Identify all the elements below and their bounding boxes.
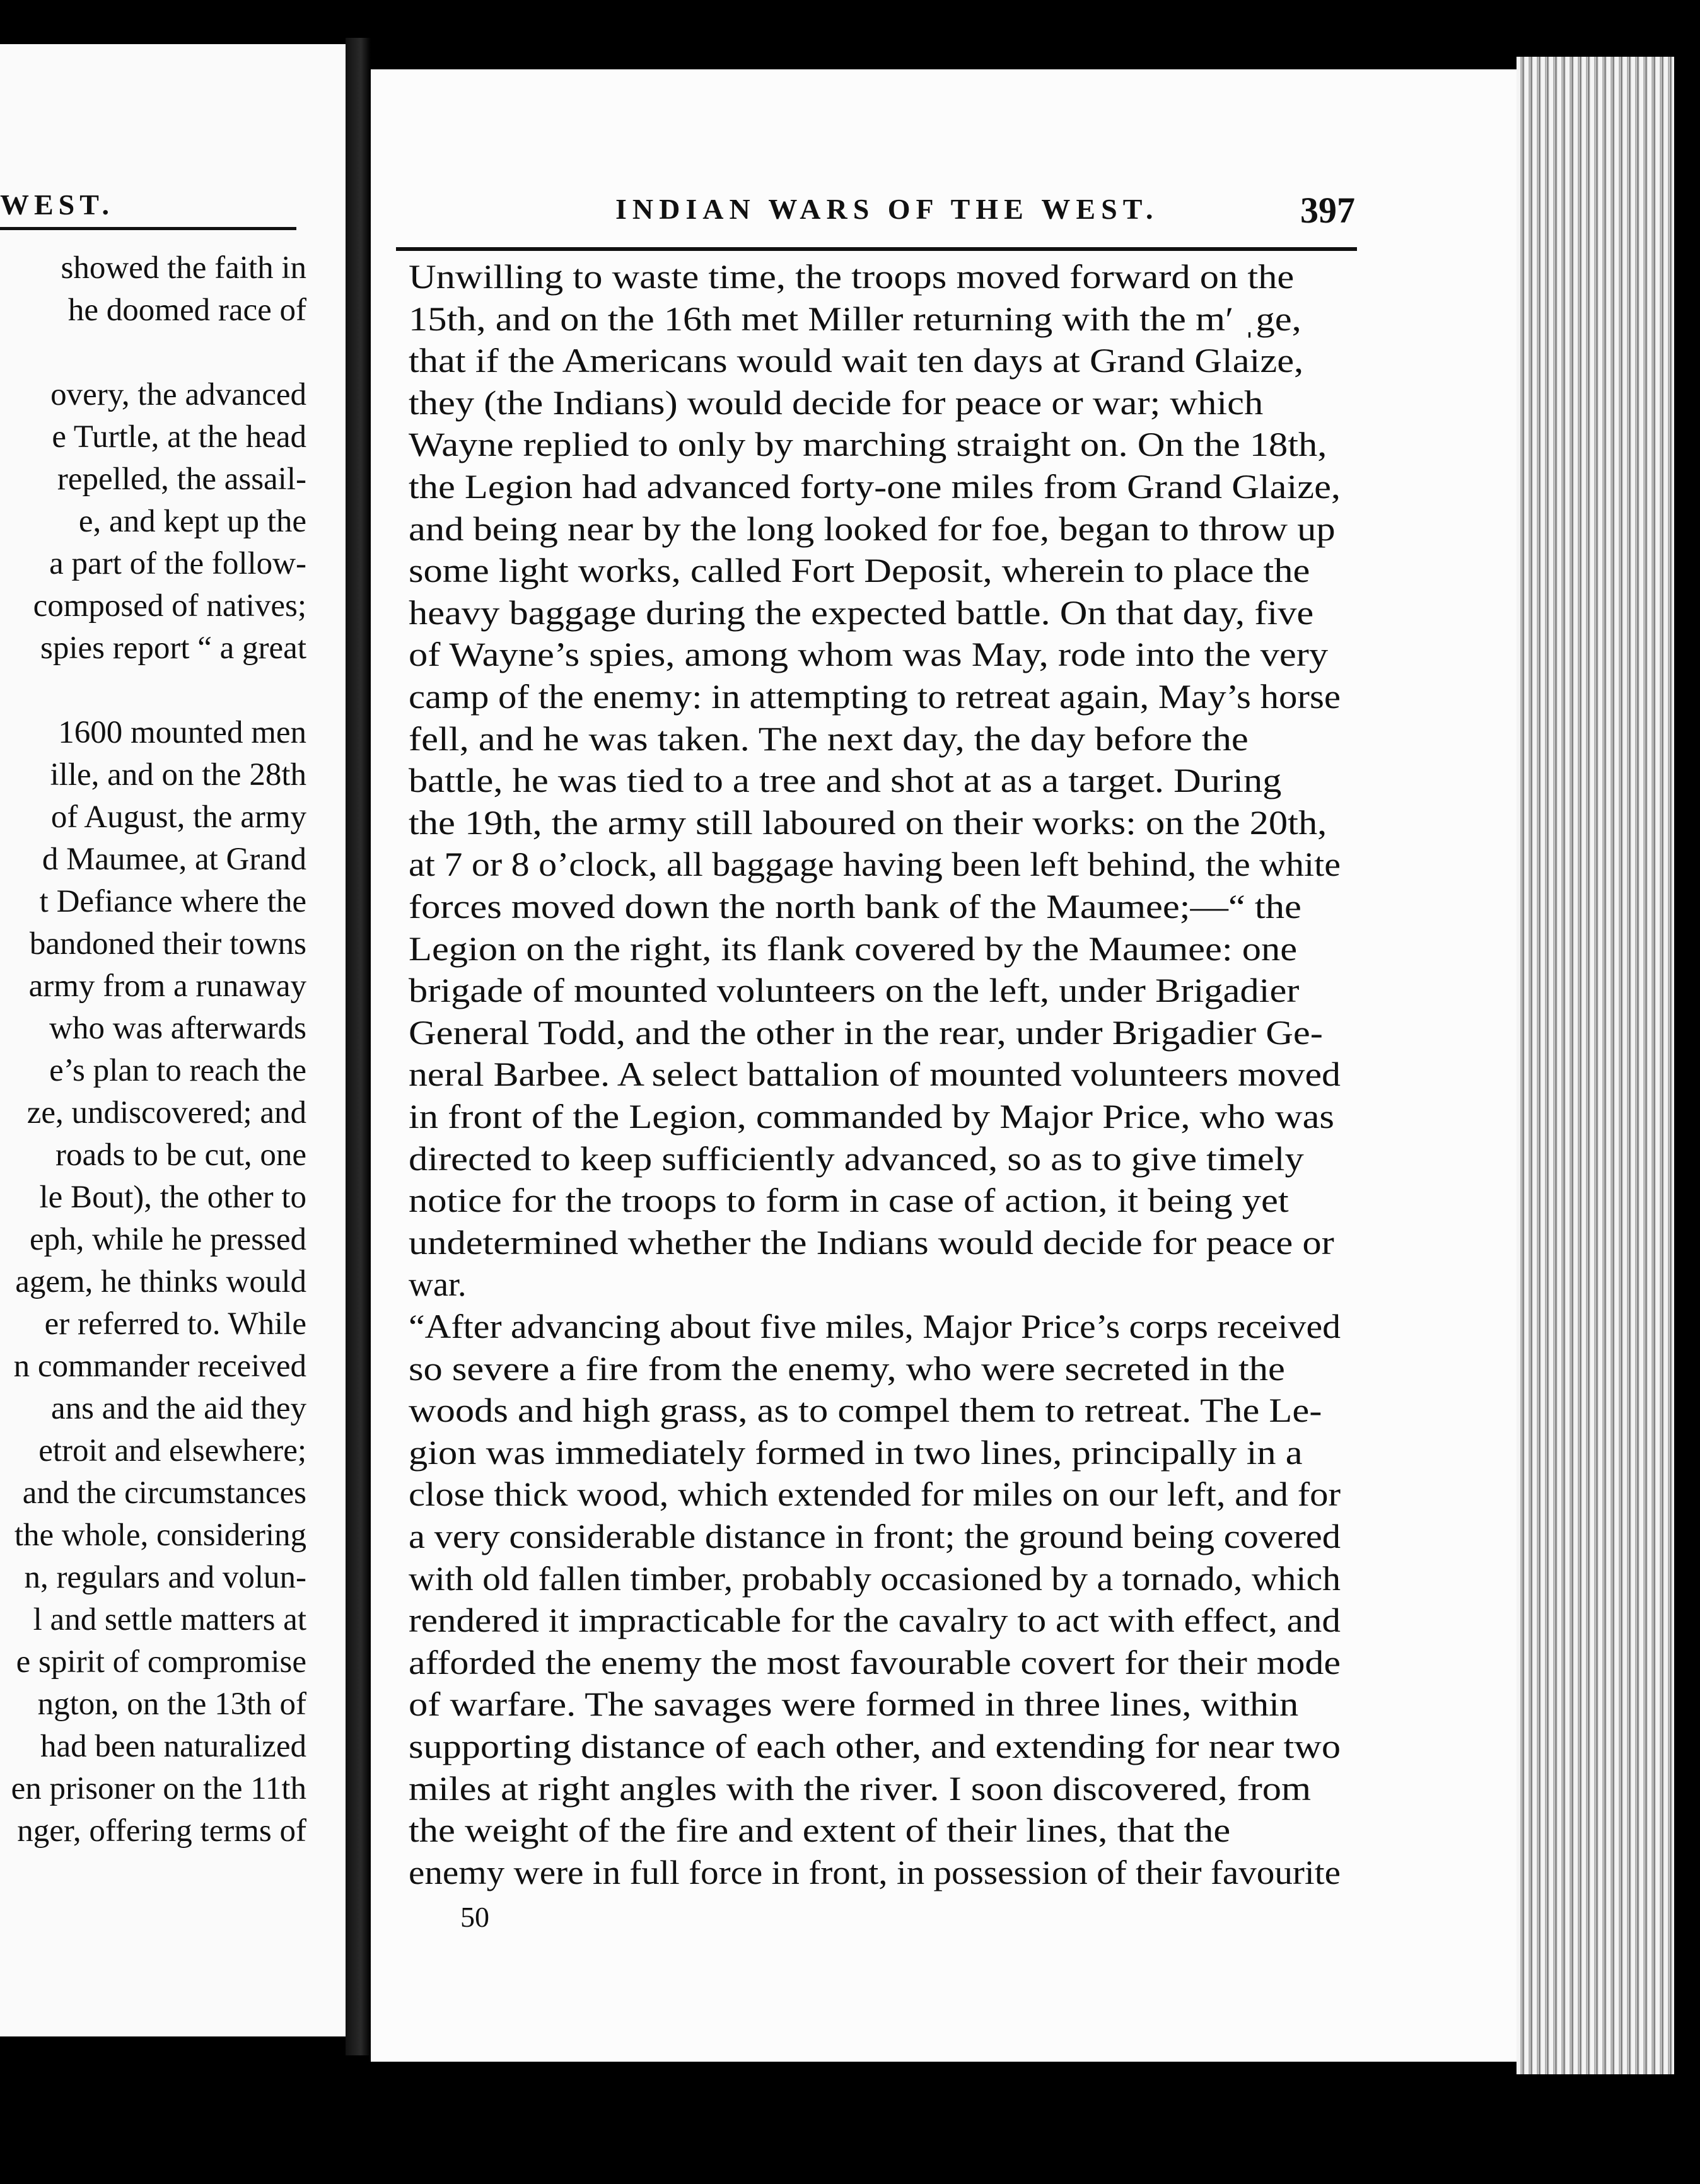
- left-text-line: spies report “ a great: [40, 630, 306, 666]
- body-text-line: undetermined whether the Indians would decide for peace or: [409, 1223, 1334, 1262]
- left-text-line: who was afterwards: [49, 1011, 306, 1046]
- left-text-line: army from a runaway: [28, 968, 306, 1004]
- body-text-line: heavy baggage during the expected battle. On that day, five: [409, 593, 1314, 632]
- left-text-line: and the circumstances: [22, 1475, 306, 1511]
- left-text-line: eph, while he pressed: [29, 1222, 306, 1257]
- body-text-line: that if the Americans would wait ten days at Grand Glaize,: [409, 342, 1304, 380]
- body-text-line: the weight of the fire and extent of their lines, that the: [409, 1811, 1231, 1850]
- left-text-line: ze, undiscovered; and: [26, 1095, 306, 1130]
- body-text-line: neral Barbee. A select battalion of mounted volunteers moved: [409, 1055, 1341, 1094]
- body-text-line: woods and high grass, as to compel them to retreat. The Le-: [409, 1391, 1322, 1430]
- body-text-line: rendered it impracticable for the cavalry to act with effect, and: [409, 1601, 1341, 1640]
- body-text-line: fell, and he was taken. The next day, the day before the: [409, 719, 1249, 758]
- body-text-line: the Legion had advanced forty-one miles from Grand Glaize,: [409, 468, 1341, 506]
- left-text-line: t Defiance where the: [39, 884, 306, 919]
- left-text-line: nger, offering terms of: [17, 1813, 306, 1849]
- left-running-head: WEST.: [0, 189, 115, 221]
- left-text-line: e Turtle, at the head: [52, 419, 306, 455]
- left-text-line: ans and the aid they: [50, 1391, 306, 1426]
- left-text-line: roads to be cut, one: [55, 1137, 306, 1173]
- body-text-line: afforded the enemy the most favourable covert for their mode: [409, 1643, 1341, 1682]
- left-text-line: the whole, considering: [14, 1518, 306, 1553]
- body-text-line: notice for the troops to form in case of action, it being yet: [409, 1182, 1289, 1220]
- body-text-line: “After advancing about five miles, Major Price’s corps received: [409, 1308, 1341, 1345]
- left-page: [0, 44, 346, 2036]
- body-text-line: miles at right angles with the river. I soon discovered, from: [409, 1769, 1312, 1808]
- left-text-line: e spirit of compromise: [16, 1644, 306, 1680]
- left-text-line: agem, he thinks would: [15, 1264, 306, 1299]
- left-text-line: overy, the advanced: [50, 377, 306, 412]
- left-text-line: n commander received: [13, 1349, 306, 1384]
- body-text-line: war.: [409, 1265, 467, 1304]
- body-text-line: battle, he was tied to a tree and shot at as a target. During: [409, 762, 1282, 800]
- body-text-line: directed to keep sufficiently advanced, so as to give timely: [409, 1139, 1304, 1178]
- body-text-line: Unwilling to waste time, the troops moved forward on the: [409, 258, 1295, 296]
- left-text-line: bandoned their towns: [29, 926, 306, 961]
- body-text-line: the 19th, the army still laboured on their works: on the 20th,: [409, 803, 1327, 842]
- left-text-line: composed of natives;: [33, 588, 306, 624]
- signature-mark: 50: [460, 1901, 489, 1933]
- body-text-line: Legion on the right, its flank covered by the Maumee: one: [409, 929, 1298, 968]
- body-text-line: of Wayne’s spies, among whom was May, rode into the very: [409, 636, 1329, 674]
- body-text-line: some light works, called Fort Deposit, wherein to place the: [409, 552, 1310, 590]
- body-text-line: of warfare. The savages were formed in three lines, within: [409, 1685, 1299, 1724]
- page-edges: [1517, 57, 1674, 2074]
- left-text-line: le Bout), the other to: [39, 1180, 306, 1215]
- left-text-line: 1600 mounted men: [58, 715, 306, 750]
- left-text-line: er referred to. While: [44, 1306, 306, 1342]
- left-header-rule: [0, 227, 296, 230]
- left-text-line: l and settle matters at: [33, 1602, 306, 1637]
- body-text-line: and being near by the long looked for foe, began to throw up: [409, 509, 1336, 548]
- body-text-line: a very considerable distance in front; the ground being covered: [409, 1518, 1341, 1555]
- body-text-line: supporting distance of each other, and extending for near two: [409, 1728, 1341, 1765]
- body-text-line: camp of the enemy: in attempting to retreat again, May’s horse: [409, 678, 1341, 716]
- left-text-line: d Maumee, at Grand: [42, 842, 306, 877]
- left-text-line: had been naturalized: [40, 1729, 306, 1764]
- page-number: 397: [1300, 190, 1355, 231]
- body-text-line: so severe a fire from the enemy, who were secreted in the: [409, 1349, 1285, 1388]
- body-text-line: forces moved down the north bank of the Maumee;—“ the: [409, 888, 1301, 926]
- left-text-line: he doomed race of: [67, 293, 306, 328]
- left-text-line: e, and kept up the: [78, 504, 306, 539]
- body-text-line: brigade of mounted volunteers on the left, under Brigadier: [409, 972, 1300, 1010]
- left-text-line: ille, and on the 28th: [50, 757, 306, 793]
- left-text-line: n, regulars and volun-: [24, 1560, 306, 1595]
- left-text-line: etroit and elsewhere;: [38, 1433, 306, 1468]
- body-text-line: close thick wood, which extended for miles on our left, and for: [409, 1475, 1341, 1514]
- body-text-line: enemy were in full force in front, in possession of their favourite: [409, 1853, 1341, 1891]
- left-text-line: showed the faith in: [61, 250, 306, 286]
- left-text-line: ngton, on the 13th of: [37, 1687, 306, 1722]
- left-text-line: e’s plan to reach the: [49, 1053, 306, 1088]
- body-text-line: with old fallen timber, probably occasioned by a tornado, which: [409, 1559, 1341, 1598]
- body-text-line: they (the Indians) would decide for peace or war; which: [409, 383, 1264, 422]
- running-head: INDIAN WARS OF THE WEST.: [615, 193, 1159, 225]
- body-text-line: Wayne replied to only by marching straight on. On the 18th,: [409, 426, 1327, 464]
- body-text-line: General Todd, and the other in the rear, under Brigadier Ge-: [409, 1013, 1323, 1052]
- header-rule: [396, 247, 1357, 251]
- book-gutter: [346, 38, 371, 2055]
- left-text-line: of August, the army: [50, 799, 306, 835]
- body-text-line: 15th, and on the 16th met Miller returning with the m′ ˌge,: [409, 299, 1301, 338]
- left-text-line: repelled, the assail-: [57, 462, 306, 497]
- body-text-line: at 7 or 8 o’clock, all baggage having been left behind, the white: [409, 845, 1341, 884]
- body-text-line: in front of the Legion, commanded by Major Price, who was: [409, 1098, 1334, 1136]
- left-text-line: a part of the follow-: [49, 546, 306, 581]
- body-text-line: gion was immediately formed in two lines, principally in a: [409, 1433, 1303, 1472]
- left-text-line: en prisoner on the 11th: [11, 1771, 306, 1806]
